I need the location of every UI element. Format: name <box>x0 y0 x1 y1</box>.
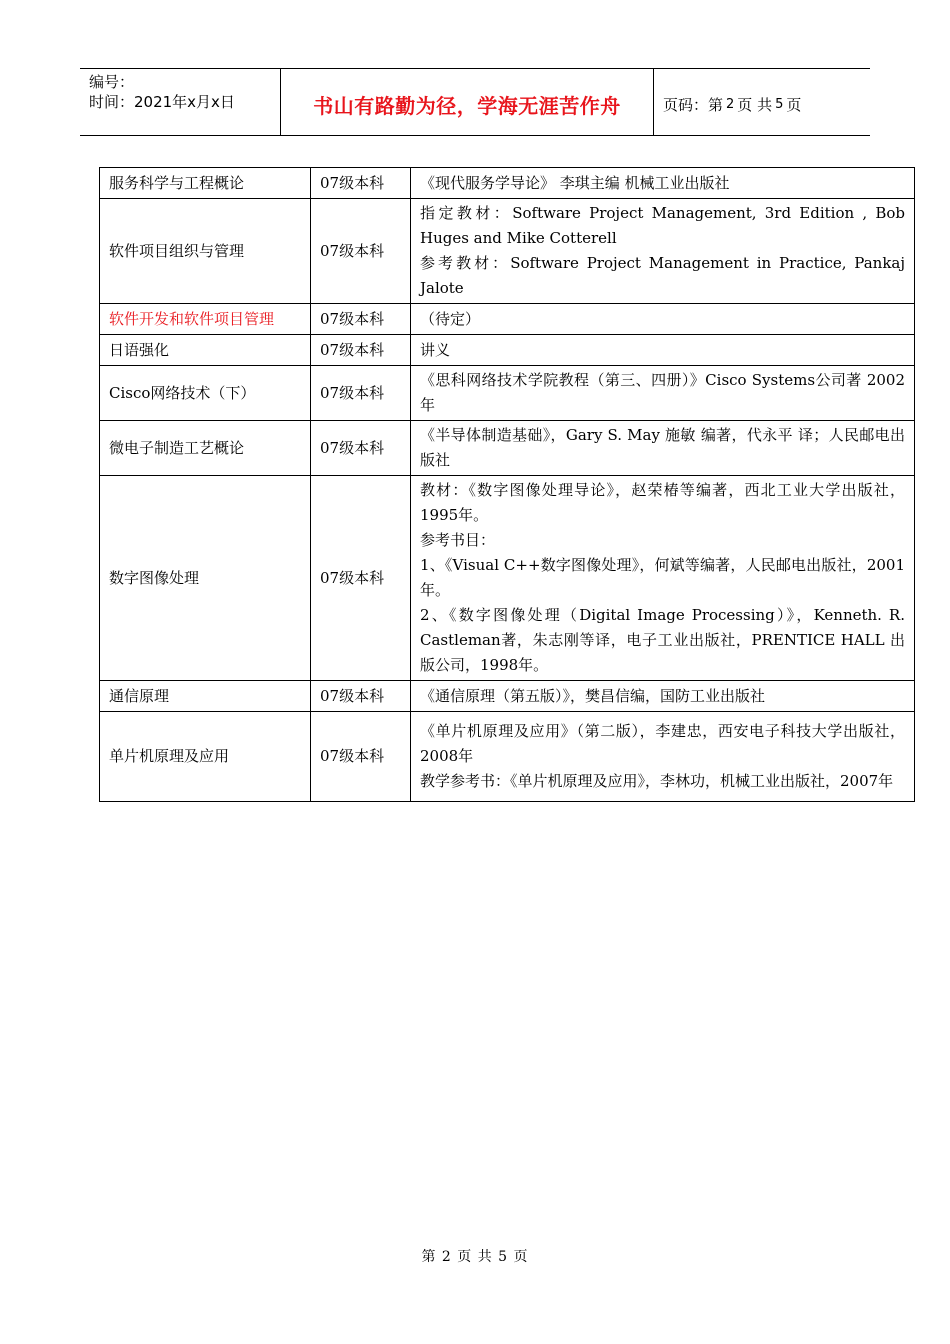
course-refs <box>411 681 915 712</box>
ref-line: 《通信原理（第五版）》，樊昌信编，国防工业出版社 <box>420 686 766 705</box>
ref-line: 参考教材：Software Project Management in Practice, Pankaj Jalote <box>420 254 905 297</box>
page-current: 2 <box>726 96 735 112</box>
table-row <box>100 476 915 681</box>
ref-line: 指定教材：Software Project Management, 3rd Edition , Bob Huges and Mike Cotterell <box>420 204 905 247</box>
table-row <box>100 712 915 802</box>
course-level: 07级本科 <box>311 421 411 476</box>
table-row <box>100 335 915 366</box>
course-name: 单片机原理及应用 <box>100 712 311 802</box>
course-level: 07级本科 <box>311 168 411 199</box>
course-level: 07级本科 <box>311 712 411 802</box>
course-name: 通信原理 <box>100 681 311 712</box>
course-name: 软件项目组织与管理 <box>100 199 311 304</box>
table-row <box>100 199 915 304</box>
course-name: 服务科学与工程概论 <box>100 168 311 199</box>
course-level: 07级本科 <box>311 681 411 712</box>
ref-line: 参考书目： <box>420 531 496 549</box>
table-row <box>100 304 915 335</box>
ref-line: 1、《Visual C++数字图像处理》，何斌等编著，人民邮电出版社，2001年。 <box>420 556 905 599</box>
motto: 书山有路勤为径，学海无涯苦作舟 <box>313 93 621 118</box>
page-total: 5 <box>775 96 784 112</box>
ref-line: 《思科网络技术学院教程（第三、四册）》Cisco Systems公司著 2002年 <box>420 371 905 414</box>
course-level: 07级本科 <box>311 366 411 421</box>
course-level: 07级本科 <box>311 335 411 366</box>
page-mid: 页 共 <box>737 95 773 114</box>
course-level: 07级本科 <box>311 199 411 304</box>
serial-label: 编号： <box>89 73 135 91</box>
course-refs <box>411 712 915 802</box>
page-header <box>80 68 870 136</box>
ref-line: 《半导体制造基础》，Gary S. May 施敏 编著，代永平 译；人民邮电出版社 <box>420 426 905 469</box>
table-row <box>100 681 915 712</box>
page-suffix: 页 <box>786 95 802 114</box>
header-page-number <box>654 69 870 135</box>
course-name: 软件开发和软件项目管理 <box>100 304 311 335</box>
ref-line: 教材：《数字图像处理导论》，赵荣椿等编著，西北工业大学出版社，1995年。 <box>420 481 905 524</box>
ref-line: 《单片机原理及应用》（第二版），李建忠，西安电子科技大学出版社，2008年 <box>420 722 905 765</box>
course-name: 微电子制造工艺概论 <box>100 421 311 476</box>
ref-line: 讲义 <box>420 340 451 359</box>
table-row <box>100 168 915 199</box>
table-row <box>100 366 915 421</box>
textbook-table <box>99 167 915 802</box>
course-name: 数字图像处理 <box>100 476 311 681</box>
course-refs <box>411 168 915 199</box>
course-level: 07级本科 <box>311 476 411 681</box>
page-prefix: 页码：第 <box>663 95 724 114</box>
course-refs <box>411 304 915 335</box>
table-row <box>100 421 915 476</box>
time-label: 时间：2021年x月x日 <box>89 93 235 111</box>
course-level: 07级本科 <box>311 304 411 335</box>
course-refs <box>411 421 915 476</box>
ref-line: 2、《数字图像处理（Digital Image Processing）》，Kenneth. R. Castleman著，朱志刚等译，电子工业出版社，PRENTICE HALL 出版公司，1998年。 <box>420 606 905 674</box>
header-motto-cell <box>281 69 654 135</box>
course-refs <box>411 199 915 304</box>
course-refs <box>411 366 915 421</box>
page-footer: 第 2 页 共 5 页 <box>421 1249 529 1265</box>
course-refs <box>411 335 915 366</box>
header-meta <box>80 69 281 135</box>
ref-line: 《现代服务学导论》 李琪主编 机械工业出版社 <box>420 173 730 192</box>
course-refs <box>411 476 915 681</box>
course-name: Cisco网络技术（下） <box>100 366 311 421</box>
course-name: 日语强化 <box>100 335 311 366</box>
ref-line: （待定） <box>420 309 481 328</box>
ref-line: 教学参考书：《单片机原理及应用》，李林功，机械工业出版社，2007年 <box>420 772 894 790</box>
